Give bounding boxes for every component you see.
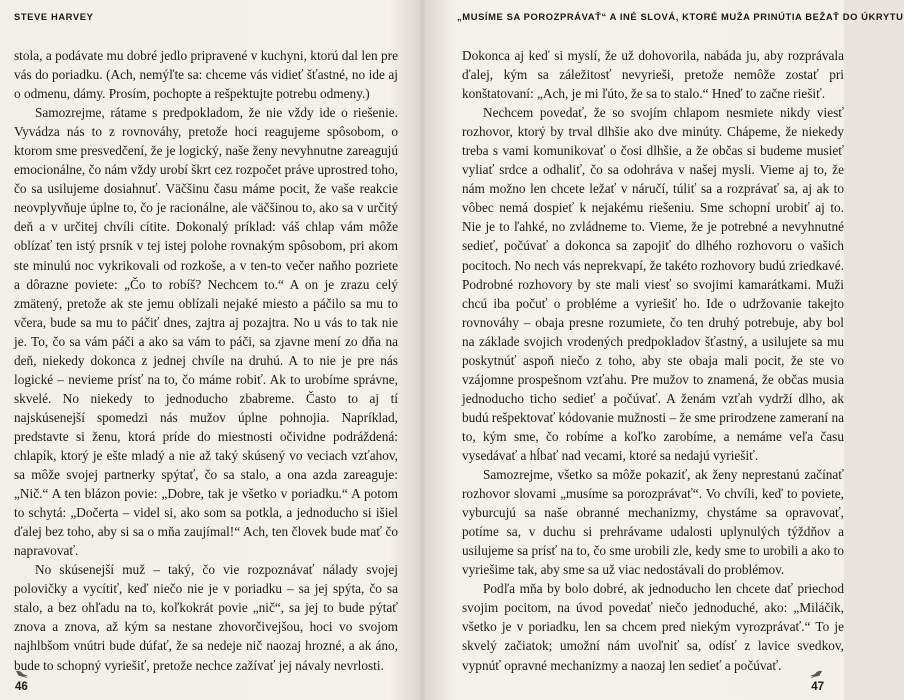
running-head-left: STEVE HARVEY — [14, 11, 94, 22]
bird-ornament-icon — [809, 668, 823, 678]
paragraph: Samozrejme, všetko sa môže pokaziť, ak ženy neprestanú začínať rozhovor slovami „musíme sa porozprávať“. Vo chvíli, keď to poviete, vyburcujú sa naše obranné mechanizmy, chystáme sa opravovať, potíme sa, v duchu si prehrávame udalosti uplynulých týždňov a usilujeme sa prísť na to, čo sme urobili zle, kedy sme to urobili a ako to vyriešime tak, aby sme sa už viac nedostávali do problémov. — [462, 467, 844, 578]
paragraph: Nechcem povedať, že so svojím chlapom nesmiete nikdy viesť rozhovor, ktorý by trval dlhšie ako dve minúty. Chápeme, že niekedy treba s vami komunikovať o čosi dlhšie, a že občas si budeme musieť vyliať srdce a odhaliť, čo sa odohráva v našej mysli. Vieme aj to, že nám možno len chcete ležať v náručí, túliť sa a rozprávať sa, aj ak to vôbec nemá dospieť k nejakému riešeniu. Sme schopní urobiť aj to. Nie je to ľahké, no zvládneme to. Vieme, že je potrebné a nevyhnutné sedieť, počúvať a dokonca sa zapojiť do dlhého rozhovoru o vašich pocitoch. No nech vás neprekvapí, že takéto rozhovory budú zriedkavé. Podrobné rozhovory by ste mali viesť so svojimi kamarátkami. Muži chcú iba počuť o probléme a vyriešiť ho. Ide o udržovanie takejto rovnováhy – obaja presne rozumiete, čo ten druhý potrebuje, aby bol na základe svojich vrodených predpokladov šťastný, a usilujete sa mu poskytnúť aspoň niečo z toho, aby ste obaja mali pocit, že ste vo vzájomne prospešnom vzťahu. Pre mužov to znamená, že občas musia jednoducho ticho sedieť a počúvať. A ženám vzťah vydrží dlho, ak budú rešpektovať kódovanie mužnosti – že sme prirodzene zameraní na to, kým sme, čo robíme a koľko zarobíme, a nemáme veľa času vysedávať a hĺbať nad vecami, ktoré sa nedajú vyriešiť. — [462, 105, 844, 463]
paragraph: Samozrejme, rátame s predpokladom, že nie vždy ide o riešenie. Vyvádza nás to z rovnováhy, pretože hoci reagujeme spôsobom, o ktorom sme presvedčení, že je logický, naše ženy nevyhnutne zareagujú emocionálne, čo nám vždy urobí škrt cez rozpočet práve uprostred toho, čo sa usilujeme dosiahnuť. Väčšinu času máme pocit, že vaše reakcie neovplyvňuje úplne to, čo je racionálne, ale väčšinou to, ako sa v určitý deň a v určitej chvíli cítite. Dokonalý príklad: váš chlap vám môže oblízať ten istý prsník v tej istej polohe rovnakým spôsobom, pri akom ste minulú noc vykrikovali od rozkoše, a v ten-to večer naňho pozriete a dôrazne poviete: „Čo to robíš? Nechcem to.“ A on je zrazu celý zmätený, pretože ak ste jemu oblízali nejaké miesto a páčilo sa mu to včera, bude sa mu to páčiť dnes, zajtra aj pozajtra. No u vás to tak nie je. To, čo sa vám páči a ako sa vám to páči, sa zjavne mení zo dňa na deň, niekedy dokonca z jednej chvíle na druhú. A to nie je pre nás logické – nevieme prísť na to, čo máme robiť. Ak to urobíme správne, skvelé. No niekedy to jednoducho zbabreme. Často to aj tí najskúsenejší spomedzi nás mužov úplne pohnojia. Napríklad, predstavte si ženu, ktorá príde do miestnosti očividne podráždená: chlapík, ktorý je ešte mladý a nie až taký skúsený vo veciach vzťahov, sa môže svojej partnerky spýtať, čo sa stalo, a ona azda zareaguje: „Nič.“ A ten blázon povie: „Dobre, tak je všetko v poriadku.“ A potom to schytá: „Dočerta – videl si, ako som sa potkla, a jednoducho si išiel ďalej bez toho, aby si sa o mňa zaujímal!“ Ach, ten človek bude mať čo napravovať. — [14, 105, 398, 559]
page-number-right: 47 — [811, 681, 824, 693]
paragraph: Dokonca aj keď si myslí, že už dohovorila, nabáda ju, aby rozprávala ďalej, kým sa záležitosť nevyrieši, pretože nemôže zostať pri konštatovaní: „Ach, je mi ľúto, že sa to stalo.“ Hneď to začne riešiť. — [462, 48, 844, 102]
right-page — [422, 0, 904, 700]
left-page — [0, 0, 421, 700]
left-page-body — [14, 46, 398, 675]
paragraph: Podľa mňa by bolo dobré, ak jednoducho len chcete dať priechod svojim pocitom, na úvod povedať niečo jednoduché, ako: „Miláčik, všetko je v poriadku, len sa chcem pred niekým vyrozprávať.“ To je skvelý začiatok; umožní nám uvoľniť sa, odísť z lavice svedkov, vypnúť opravné mechanizmy a naozaj len sedieť a počúvať. — [462, 581, 844, 673]
running-head-right: „MUSÍME SA POROZPRÁVAŤ“ A INÉ SLOVÁ, KTORÉ MUŽA PRINÚTIA BEŽAŤ DO ÚKRYTU — [457, 11, 904, 22]
paragraph: stola, a podávate mu dobré jedlo pripravené v kuchyni, ktorú dal len pre vás do poriadku. (Ach, nemýľte sa: chceme vás vidieť šťastné, no ide aj o odmenu, dámy. Prosím, pochopte a rešpektujte potrebu odmeny.) — [14, 48, 398, 102]
paragraph: No skúsenejší muž – taký, čo vie rozpoznávať nálady svojej polovičky a vycítiť, keď niečo nie je v poriadku – sa jej spýta, čo sa stalo, a bez ohľadu na to, koľkokrát povie „nič“, sa jej to bude pýtať znova a znova, až kým sa nestane zhovorčivejšou, hoci vo svojom najhlbšom vnútri bude dúfať, že sa nedeje nič naozaj hrozné, a ak áno, bude to schopný vyriešiť, pretože nechce zažívať jej návaly nevrlosti. — [14, 562, 398, 673]
page-number-left: 46 — [15, 681, 28, 693]
right-page-body — [462, 46, 844, 675]
bird-ornament-icon — [15, 668, 29, 678]
